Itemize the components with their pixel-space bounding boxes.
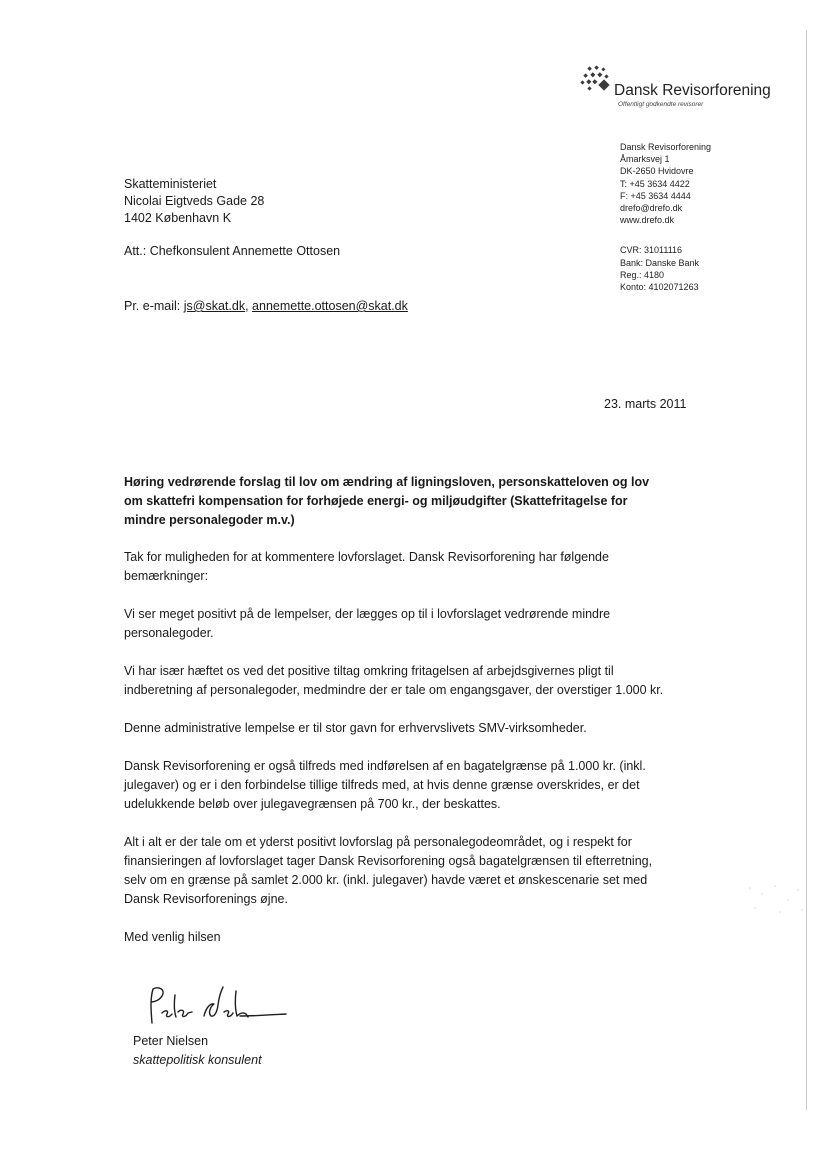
recipient-city: 1402 København K [124,211,232,225]
paragraph-5: Dansk Revisorforening er også tilfreds med indførelsen af en bagatelgrænse på 1.000 kr. (inkl. julegaver) og er i den forbindelse tillige tilfreds med, at hvis denne grænse overskrides, er det udelukkende beløb over julegavegrænsen på 700 kr., der beskattes. [124,759,646,811]
paragraph-3: Vi har især hæftet os ved det positive tiltag omkring fritagelsen af arbejdsgivernes pligt til indberetning af personalegoder, medmindre der er tale om engangsgaver, der overstiger 1.000 kr. [124,664,664,697]
email-link-ottosen[interactable]: annemette.ottosen@skat.dk [252,299,408,313]
letter-subject: Høring vedrørende forslag til lov om ændring af ligningsloven, personskatteloven og lov om skattefri kompensation for forhøjede energi- og miljøudgifter (Skattefritagelse for mindre personalegoder m.v.) [124,475,650,527]
paragraph-1: Tak for muligheden for at kommentere lovforslaget. Dansk Revisorforening har følgende bemærkninger: [124,550,609,583]
sender-phone: T: +45 3634 4422 [620,178,690,189]
sender-name: Dansk Revisorforening [620,142,712,152]
email-label: Pr. e-mail: [124,299,181,313]
sender-konto: Konto: 4102071263 [620,282,699,293]
signer-title: skattepolitisk konsulent [133,1053,262,1067]
sender-web: www.drefo.dk [620,215,675,226]
sender-contact-block [620,141,711,293]
paragraph-4: Denne administrative lempelse er til stor gavn for erhvervslivets SMV-virksomheder. [124,721,587,735]
org-tagline: Offentligt godkendte revisorer [618,101,704,108]
signer-name: Peter Nielsen [133,1034,209,1048]
letterhead-logo [578,64,778,114]
recipient-name: Skatteministeriet [124,177,217,191]
paragraph-6: Alt i alt er der tale om et yderst positivt lovforslag på personalegodeområdet, og i respekt for finansieringen af lovforslaget tager Dansk Revisorforening også bagatelgrænsen til efterretning, selv om en grænse på samlet 2.000 kr. (inkl. julegaver) havde været et ønskescenarie set med Dansk Revisorforenings øjne. [124,835,653,906]
recipient-street: Nicolai Eigtveds Gade 28 [124,194,265,208]
sender-city: DK-2650 Hvidovre [620,166,694,177]
sender-street: Åmarksvej 1 [620,154,670,165]
sender-bank: Bank: Danske Bank [620,257,700,268]
closing-greeting: Med venlig hilsen [124,930,221,944]
email-line [124,299,408,313]
letter-date: 23. marts 2011 [604,397,687,411]
signer-block [133,1032,262,1070]
sender-email: drefo@drefo.dk [620,203,683,214]
scan-edge-line [806,30,807,1110]
email-link-js[interactable]: js@skat.dk [183,299,246,313]
email-separator: , [245,299,249,313]
org-name: Dansk Revisorforening [614,82,771,99]
contact-spacer [620,226,711,244]
sender-reg: Reg.: 4180 [620,269,665,280]
letter-body [124,473,664,947]
handwritten-signature [144,983,294,1028]
scan-noise [740,880,810,920]
attention-line: Att.: Chefkonsulent Annemette Ottosen [124,244,341,258]
recipient-address [124,176,264,227]
sender-cvr: CVR: 31011116 [620,245,683,256]
sender-fax: F: +45 3634 4444 [620,190,691,201]
paragraph-2: Vi ser meget positivt på de lempelser, der lægges op til i lovforslaget vedrørende mindre personalegoder. [124,607,611,640]
diamond-logo-icon [578,64,618,98]
